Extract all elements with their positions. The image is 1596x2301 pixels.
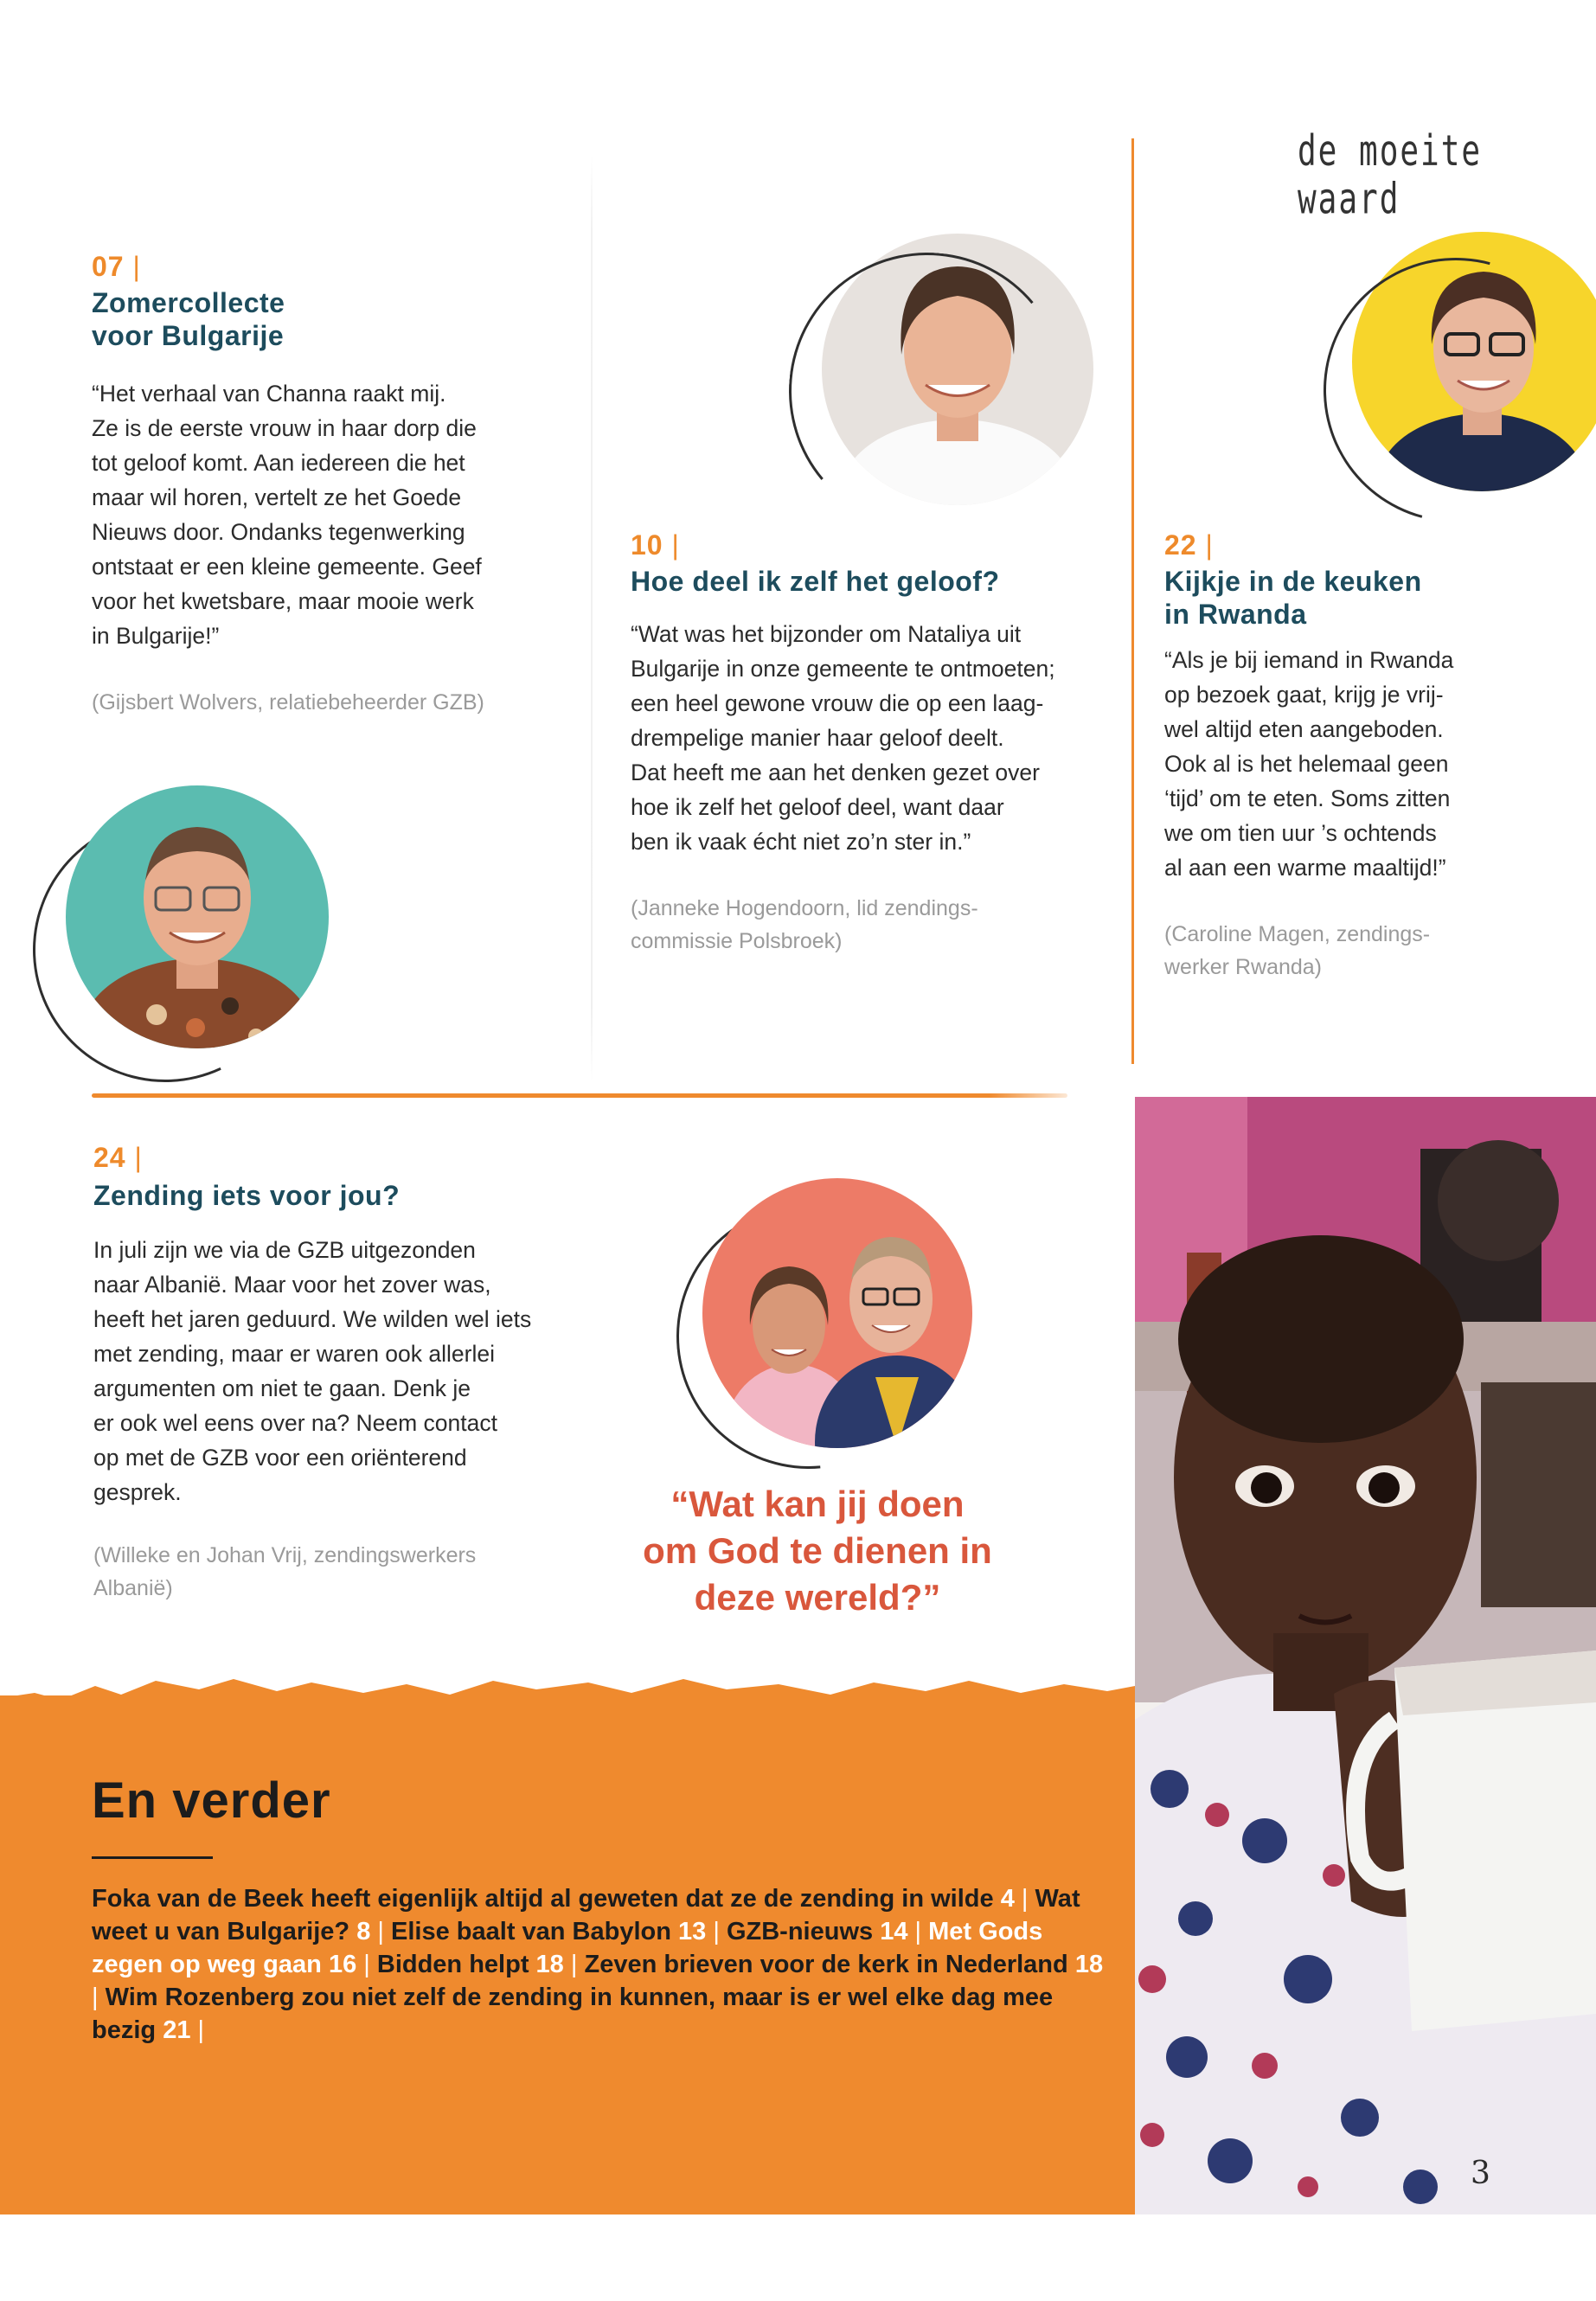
horizontal-divider xyxy=(92,1093,1067,1098)
toc-item[interactable] xyxy=(391,1918,706,1945)
article-body xyxy=(631,617,1124,859)
body-line: met zending, maar er waren ook allerlei xyxy=(93,1341,495,1367)
article-title-line[interactable]: Hoe deel ik zelf het geloof? xyxy=(631,566,1000,597)
article-credit xyxy=(93,1539,612,1605)
body-line: in Bulgarije!” xyxy=(92,623,220,649)
article-22 xyxy=(1164,529,1580,984)
article-number: 07 | xyxy=(92,251,141,282)
body-line: op met de GZB voor een oriënterend xyxy=(93,1445,467,1471)
article-credit xyxy=(631,892,1124,958)
toc-item-text[interactable]: Elise baalt van Babylon xyxy=(391,1918,671,1945)
toc-page-number: 21 xyxy=(163,2016,191,2044)
toc-page-number: 16 xyxy=(328,1951,357,1978)
article-number-value: 22 xyxy=(1164,529,1197,561)
article-body xyxy=(93,1233,612,1509)
photo-child-with-cup xyxy=(1135,1097,1596,2214)
body-line: Bulgarije in onze gemeente te ontmoeten; xyxy=(631,656,1055,682)
article-title-line[interactable]: Zomercollecte xyxy=(92,287,285,318)
en-verder-list: Foka van de Beek heeft eigenlijk altijd al geweten dat ze de zending in wilde 4 | Wat weet u van Bulgarije? 8 | Elise baalt van Babylon 13 | GZB-nieuws 14 | Met Gods zegen op weg gaan 16 | Bidden helpt 18 | Zeven brieven voor de kerk in Nederland 18 | Wim Rozenberg zou niet zelf de zending in kunnen, maar is er wel elke dag mee bezig 21 | xyxy=(92,1885,1104,2044)
toc-item[interactable] xyxy=(727,1918,908,1945)
credit-line: (Janneke Hogendoorn, lid zendings- xyxy=(631,896,978,920)
article-number-value: 07 xyxy=(92,251,125,282)
credit-line: (Willeke en Johan Vrij, zendingswerkers xyxy=(93,1543,477,1567)
toc-page-number: 18 xyxy=(535,1951,564,1978)
body-line: voor het kwetsbare, maar mooie werk xyxy=(92,588,474,614)
portrait-gijsbert-wolvers xyxy=(66,785,329,1048)
body-line: op bezoek gaat, krijg je vrij- xyxy=(1164,682,1444,708)
article-credit xyxy=(1164,918,1580,984)
body-line: Dat heeft me aan het denken gezet over xyxy=(631,760,1040,785)
pull-quote-line: deze wereld?” xyxy=(694,1577,941,1618)
article-number-value: 10 xyxy=(631,529,663,561)
article-title[interactable] xyxy=(631,565,1124,598)
credit-line: werker Rwanda) xyxy=(1164,955,1323,979)
toc-item-text[interactable]: Wat weet u van Bulgarije? xyxy=(92,1885,1080,1945)
article-body xyxy=(92,376,576,653)
toc-page-number: 13 xyxy=(678,1918,707,1945)
toc-item-text[interactable]: Met Gods zegen op weg gaan xyxy=(92,1918,1043,1978)
body-line: naar Albanië. Maar voor het zover was, xyxy=(93,1272,491,1298)
pull-quote xyxy=(606,1481,1029,1621)
body-line: heeft het jaren geduurd. We wilden wel iets xyxy=(93,1306,532,1332)
article-credit xyxy=(92,686,576,719)
article-number: 22 | xyxy=(1164,529,1214,561)
body-line: ben ik vaak écht niet zo’n ster in.” xyxy=(631,829,971,855)
body-line: In juli zijn we via de GZB uitgezonden xyxy=(93,1237,476,1263)
body-line: “Als je bij iemand in Rwanda xyxy=(1164,647,1454,673)
column-divider-right xyxy=(1131,138,1134,1064)
toc-item-text[interactable]: Wim Rozenberg zou niet zelf de zending in kunnen, maar is er wel elke dag mee bezig xyxy=(92,1984,1054,2044)
credit-line: Albanië) xyxy=(93,1576,173,1600)
toc-item[interactable] xyxy=(377,1951,564,1978)
article-24 xyxy=(93,1142,612,1605)
article-title-line[interactable]: in Rwanda xyxy=(1164,599,1307,630)
article-title-line[interactable]: voor Bulgarije xyxy=(92,320,285,351)
body-line: ‘tijd’ om te eten. Soms zitten xyxy=(1164,785,1451,811)
toc-item[interactable] xyxy=(584,1951,1103,1978)
article-number-value: 24 xyxy=(93,1142,126,1173)
body-line: gesprek. xyxy=(93,1479,182,1505)
article-title-line[interactable]: Kijkje in de keuken xyxy=(1164,566,1422,597)
pull-quote-line: “Wat kan jij doen xyxy=(670,1484,965,1524)
body-line: al aan een warme maaltijd!” xyxy=(1164,855,1446,881)
column-divider-left xyxy=(591,156,593,1081)
body-line: er ook wel eens over na? Neem contact xyxy=(93,1410,497,1436)
body-line: ontstaat er een kleine gemeente. Geef xyxy=(92,554,482,580)
article-07 xyxy=(92,251,576,719)
article-body xyxy=(1164,643,1580,885)
article-title[interactable] xyxy=(92,286,576,352)
toc-item[interactable] xyxy=(92,1984,1053,2044)
toc-page-number: 8 xyxy=(356,1918,371,1945)
toc-item-text[interactable]: Foka van de Beek heeft eigenlijk altijd al geweten dat ze de zending in wilde xyxy=(92,1885,994,1913)
article-10 xyxy=(631,529,1124,958)
article-title[interactable] xyxy=(1164,565,1580,631)
toc-item-text[interactable]: Zeven brieven voor de kerk in Nederland xyxy=(584,1951,1068,1978)
article-number: 10 | xyxy=(631,529,680,561)
body-line: drempelige manier haar geloof deelt. xyxy=(631,725,1004,751)
body-line: “Het verhaal van Channa raakt mij. xyxy=(92,381,446,407)
body-line: Ook al is het helemaal geen xyxy=(1164,751,1449,777)
body-line: we om tien uur ’s ochtends xyxy=(1164,820,1437,846)
article-number: 24 | xyxy=(93,1142,143,1173)
body-line: argumenten om niet te gaan. Denk je xyxy=(93,1375,471,1401)
body-line: Nieuws door. Ondanks tegenwerking xyxy=(92,519,465,545)
page-number: 3 xyxy=(1471,2156,1490,2191)
credit-line: commissie Polsbroek) xyxy=(631,929,843,953)
running-head: de moeite waard xyxy=(1298,128,1483,224)
body-line: wel altijd eten aangeboden. xyxy=(1164,716,1444,742)
body-line: “Wat was het bijzonder om Nataliya uit xyxy=(631,621,1022,647)
body-line: tot geloof komt. Aan iedereen die het xyxy=(92,450,465,476)
body-line: een heel gewone vrouw die op een laag- xyxy=(631,690,1044,716)
toc-page-number: 14 xyxy=(880,1918,908,1945)
toc-item-text[interactable]: Bidden helpt xyxy=(376,1951,529,1978)
article-title-line[interactable]: Zending iets voor jou? xyxy=(93,1180,401,1211)
toc-page-number: 4 xyxy=(1000,1885,1015,1913)
toc-page-number: 18 xyxy=(1074,1951,1104,1978)
pull-quote-line: om God te dienen in xyxy=(643,1530,992,1571)
portrait-willeke-en-johan-vrij xyxy=(702,1178,972,1448)
credit-line: (Gijsbert Wolvers, relatiebeheerder GZB) xyxy=(92,690,484,715)
body-line: Ze is de eerste vrouw in haar dorp die xyxy=(92,415,477,441)
credit-line: (Caroline Magen, zendings- xyxy=(1164,922,1431,946)
body-line: maar wil horen, vertelt ze het Goede xyxy=(92,484,462,510)
toc-item-text[interactable]: GZB-nieuws xyxy=(726,1918,874,1945)
en-verder-heading: En verder xyxy=(92,1772,331,1829)
article-title[interactable] xyxy=(93,1179,612,1212)
body-line: hoe ik zelf het geloof deel, want daar xyxy=(631,794,1004,820)
heading-underline xyxy=(92,1856,213,1859)
toc-item[interactable] xyxy=(92,1885,1015,1913)
